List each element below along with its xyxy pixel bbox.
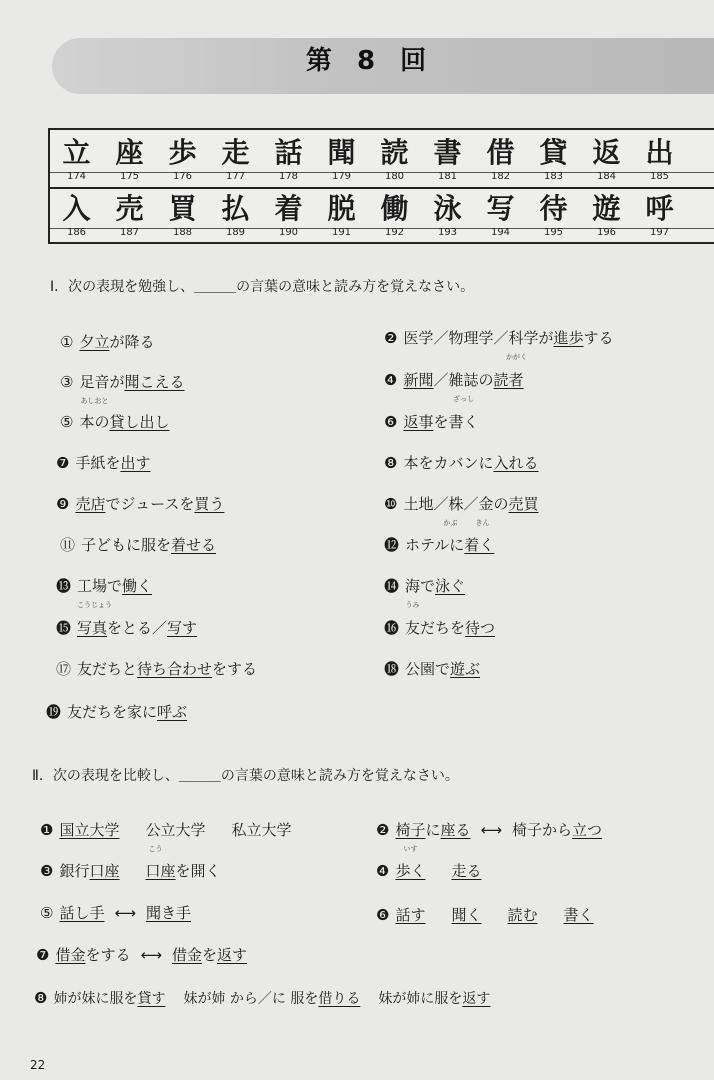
kanji-character: 歩 — [168, 136, 197, 169]
kanji-number: 187 — [119, 227, 140, 238]
expression-item: ❼ 手紙を出す — [56, 454, 151, 472]
kanji-cell — [103, 136, 156, 184]
expression-item: ❻ 返事を書く — [384, 413, 479, 431]
expression-item: ❹ 新聞／雑誌 ざっし の読者 — [384, 371, 524, 403]
kanji-cell — [50, 136, 103, 184]
kanji-number: 174 — [66, 171, 87, 182]
expression-item: ❽ 本をカバンに入れる — [384, 454, 539, 472]
kanji-cell — [580, 192, 633, 240]
kanji-row-divider — [50, 187, 714, 189]
section-2-heading: Ⅱ．次の表現を比較し、＿＿＿の言葉の意味と読み方を覚えなさい。 — [32, 768, 459, 784]
kanji-character: 立 — [62, 136, 91, 169]
comparison-item: ❽ 姉が妹に服を貸す 妹が姉 から／に 服を借りる 妹が姉に服を返す — [34, 989, 491, 1007]
kanji-cell — [315, 192, 368, 240]
expression-item: ⓭ 工場 こうじょう で働く — [56, 577, 153, 609]
kanji-cell — [474, 192, 527, 240]
kanji-cell — [156, 136, 209, 184]
kanji-number: 184 — [596, 171, 617, 182]
kanji-number: 195 — [543, 227, 564, 238]
kanji-number: 188 — [172, 227, 193, 238]
kanji-number: 180 — [384, 171, 405, 182]
kanji-character: 働 — [380, 192, 409, 225]
kanji-cell — [50, 192, 103, 240]
double-arrow-icon: ⟷ — [480, 821, 503, 839]
kanji-cell — [262, 192, 315, 240]
kanji-number: 193 — [437, 227, 458, 238]
kanji-number: 176 — [172, 171, 193, 182]
kanji-character: 払 — [221, 192, 250, 225]
kanji-character: 返 — [592, 136, 621, 169]
expression-item: ⓳ 友だちを家に呼ぶ — [46, 703, 188, 721]
kanji-character: 脱 — [327, 192, 356, 225]
kanji-cell — [633, 136, 686, 184]
kanji-character: 読 — [380, 136, 409, 169]
kanji-number: 185 — [649, 171, 670, 182]
kanji-character: 借 — [486, 136, 515, 169]
kanji-character: 着 — [274, 192, 303, 225]
comparison-item: ❼ 借金をする ⟷ 借金を返す — [36, 946, 248, 964]
kanji-number: 190 — [278, 227, 299, 238]
kanji-character: 待 — [539, 192, 568, 225]
kanji-number: 186 — [66, 227, 87, 238]
expression-item: ① 夕立が降る — [60, 333, 155, 351]
expression-item: ⓬ ホテルに着く — [384, 536, 495, 554]
kanji-cell — [209, 136, 262, 184]
expression-item: ⓮ 海 うみ で泳ぐ — [384, 577, 466, 609]
double-arrow-icon: ⟷ — [140, 946, 162, 964]
kanji-character: 泳 — [433, 192, 462, 225]
kanji-character: 遊 — [592, 192, 621, 225]
kanji-number: 177 — [225, 171, 246, 182]
kanji-number: 183 — [543, 171, 564, 182]
comparison-item: ❷ 椅子 いす に座る ⟷ 椅子から立つ — [376, 821, 603, 853]
kanji-table — [48, 128, 714, 244]
expression-item: ⑪ 子どもに服を着せる — [60, 536, 217, 554]
kanji-character: 話 — [274, 136, 303, 169]
kanji-number: 196 — [596, 227, 617, 238]
kanji-character: 貸 — [539, 136, 568, 169]
expression-item: ⓲ 公園で遊ぶ — [384, 660, 481, 678]
kanji-cell — [633, 192, 686, 240]
kanji-character: 出 — [645, 136, 674, 169]
comparison-item: ⑤ 話し手 ⟷ 聞き手 — [40, 904, 191, 922]
kanji-cell — [474, 136, 527, 184]
kanji-character: 聞 — [327, 136, 356, 169]
kanji-character: 売 — [115, 192, 144, 225]
kanji-cell — [368, 136, 421, 184]
expression-item: ❷ 医学／物理学／科学 かがく が進歩する — [384, 329, 614, 361]
kanji-number: 192 — [384, 227, 405, 238]
kanji-character: 座 — [115, 136, 144, 169]
expression-item: ⓯ 写真をとる／写す — [56, 619, 198, 637]
kanji-number: 175 — [119, 171, 140, 182]
kanji-cell — [527, 192, 580, 240]
kanji-number: 197 — [649, 227, 670, 238]
expression-item: ③ 足音 あしおと が聞こえる — [60, 373, 185, 405]
kanji-character: 呼 — [645, 192, 674, 225]
expression-item: ⑰ 友だちと待ち合わせをする — [56, 660, 258, 678]
kanji-cell — [421, 136, 474, 184]
kanji-number: 179 — [331, 171, 352, 182]
expression-item: ⑤ 本の貸し出し — [60, 413, 170, 431]
kanji-row-1 — [50, 136, 714, 184]
kanji-cell — [103, 192, 156, 240]
kanji-number: 191 — [331, 227, 352, 238]
kanji-number: 189 — [225, 227, 246, 238]
expression-item: ⓰ 友だちを待つ — [384, 619, 496, 637]
expression-item: ❿ 土地／株／金 かぶ きん の売買 — [384, 495, 539, 527]
kanji-cell — [527, 136, 580, 184]
kanji-number: 181 — [437, 171, 458, 182]
kanji-number: 194 — [490, 227, 511, 238]
lesson-title: 第 8 回 — [305, 46, 435, 76]
kanji-cell — [580, 136, 633, 184]
comparison-item: ❹ 歩く 走る — [376, 862, 482, 880]
comparison-item: ❻ 話す 聞く 読む 書く — [376, 906, 594, 924]
kanji-cell — [156, 192, 209, 240]
section-1-heading: Ⅰ．次の表現を勉強し、＿＿＿の言葉の意味と読み方を覚えなさい。 — [50, 279, 475, 295]
kanji-character: 買 — [168, 192, 197, 225]
comparison-item: ❶ 国立大学 公立大学 こう 私立大学 — [40, 821, 292, 853]
kanji-cell — [315, 136, 368, 184]
kanji-cell — [368, 192, 421, 240]
double-arrow-icon: ⟷ — [114, 904, 136, 922]
kanji-cell — [421, 192, 474, 240]
kanji-character: 写 — [486, 192, 515, 225]
kanji-number: 178 — [278, 171, 299, 182]
kanji-row-2 — [50, 192, 714, 240]
comparison-item: ❸ 銀行口座 口座を開く — [40, 862, 221, 880]
kanji-cell — [262, 136, 315, 184]
kanji-character: 走 — [221, 136, 250, 169]
expression-item: ❾ 売店でジュースを買う — [56, 495, 225, 513]
kanji-cell — [209, 192, 262, 240]
kanji-character: 入 — [62, 192, 91, 225]
kanji-number: 182 — [490, 171, 511, 182]
kanji-character: 書 — [433, 136, 462, 169]
page-number: 22 — [30, 1058, 46, 1072]
